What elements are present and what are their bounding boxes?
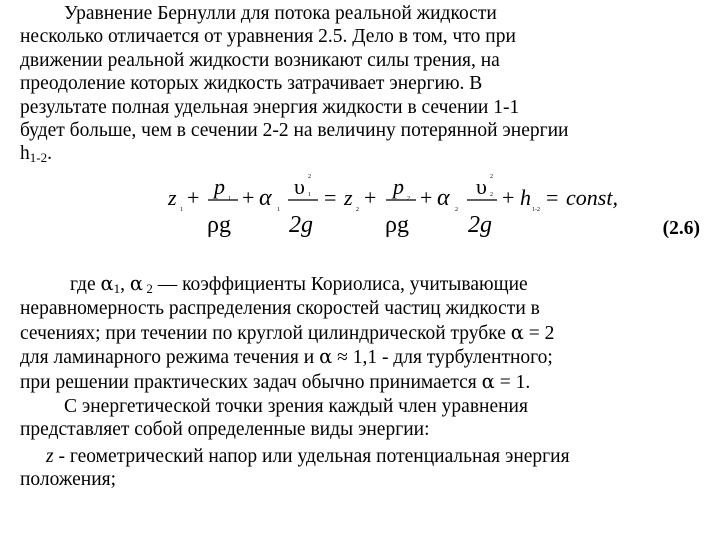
alpha2-subscript: 2 [455,207,458,213]
velocity2-exponent: 2 [490,174,493,180]
rho-g-denominator: ρg [207,212,231,238]
alpha-subscript: 1 [113,281,121,296]
sentence-end: . [47,143,52,165]
text-line [20,272,704,297]
text-span: , [120,274,130,295]
two-g-denominator: 2g [468,212,492,238]
head-loss-symbol: h [20,143,30,165]
bernoulli-equation [0,170,720,246]
velocity1-symbol: υ [294,174,305,199]
alpha-symbol: α [129,272,144,295]
p2-subscript: 2 [407,196,410,202]
text-line: С энергетической точки зрения каждый член уравнения [64,396,528,417]
text-line: неравномерность распределения скоростей частиц жидкости в [20,298,540,320]
text-line [20,445,704,468]
text-line [20,142,704,165]
text-line [20,345,704,369]
plus-sign: + [420,185,433,210]
z2-symbol: z [344,185,353,210]
alpha-subscript: 2 [146,281,153,296]
text-line: положения; [20,469,117,491]
velocity1-exponent: 2 [308,174,311,180]
text-line [20,370,704,394]
two-g-denominator: 2g [289,212,313,238]
head-loss-subscript: 1-2 [29,150,48,166]
paragraph-coriolis [20,272,704,394]
plus-sign: + [187,185,200,210]
alpha-symbol: α [100,272,114,295]
text-line [20,321,704,345]
z1-symbol: z [168,185,177,210]
alpha-symbol: α [510,320,524,344]
text-span: - геометрический напор или удельная потенциальная энергия [53,446,570,467]
plus-sign: + [364,185,377,210]
p1-subscript: 1 [228,196,231,202]
text-line: преодоление которых жидкость затрачивает энергию. В [20,73,483,95]
alpha-symbol: α [319,345,333,369]
text-span: = 2 [523,322,555,344]
text-line: движении реальной жидкости возникают силы трения, на [20,49,500,71]
text-line: Уравнение Бернулли для потока реальной жидкости [64,3,497,24]
paragraph-energy [20,395,704,442]
approx-symbol: ≈ [337,347,348,369]
head-loss-subscript: 1-2 [532,207,540,213]
equals-sign: = [546,185,559,210]
z1-subscript: 1 [180,207,183,213]
plus-sign: + [242,185,255,210]
text-line: несколько отличается от уравнения 2.5. Дело в том, что при [20,26,516,48]
text-span: = 1. [494,371,531,393]
paragraph-z-term [20,445,704,492]
z-symbol: z [46,446,54,467]
text-span: при решении практических задач обычно принимается [20,371,477,393]
alpha1-symbol: α [259,185,272,211]
plus-sign: + [502,185,515,210]
velocity1-subscript: 1 [308,192,311,198]
velocity2-symbol: υ [476,174,487,199]
equation-number: (2.6) [662,218,700,239]
text-line: будет больше, чем в сечении 2-2 на величину потерянной энергии [20,120,569,142]
text-line: результате полная удельная энергия жидкости в сечении 1-1 [20,96,520,118]
text-line: представляет собой определенные виды энергии: [20,419,430,441]
text-span: — коэффициенты Кориолиса, учитывающие [152,274,528,295]
text-span: 1,1 - для турбулентного; [347,347,553,369]
text-span: сечениях; при течении по круглой цилиндрической трубке [20,322,506,344]
const-term: const, [566,185,618,210]
equals-sign: = [324,185,337,210]
p2-symbol: p [393,174,404,199]
paragraph-intro [20,2,704,166]
alpha1-subscript: 1 [277,207,280,213]
z2-subscript: 2 [356,207,359,213]
head-loss-symbol: h [520,185,531,210]
p1-symbol: p [214,174,225,199]
rho-g-denominator: ρg [385,212,409,238]
alpha-symbol: α [481,369,495,393]
alpha2-symbol: α [437,185,450,211]
text-span: для ламинарного режима течения и [20,347,315,369]
velocity2-subscript: 2 [490,192,493,198]
text-span: где [70,274,101,295]
